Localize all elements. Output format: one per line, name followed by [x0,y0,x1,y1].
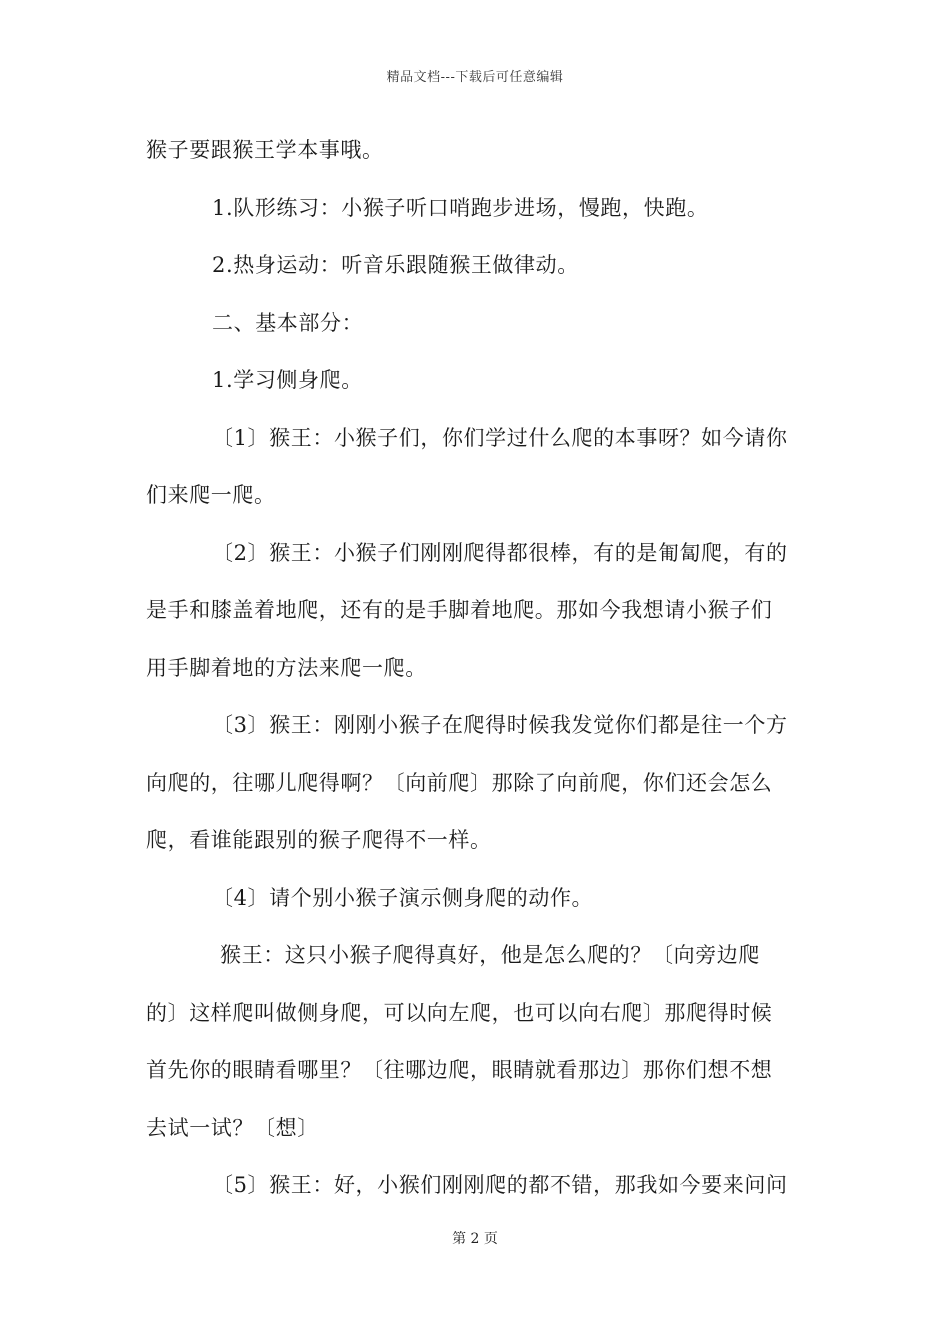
paragraph-line: 的〕这样爬叫做侧身爬，可以向左爬，也可以向右爬〕那爬得时候 [146,1000,773,1025]
paragraph-line: 猴王：这只小猴子爬得真好，他是怎么爬的？〔向旁边爬 [220,943,760,967]
paragraph-line: 用手脚着地的方法来爬一爬。 [146,655,427,680]
paragraph-line: 〔3〕猴王：刚刚小猴子在爬得时候我发觉你们都是往一个方 [212,713,788,737]
paragraph-line: 2.热身运动：听音乐跟随猴王做律动。 [212,253,579,277]
page-header: 精品文档---下载后可任意编辑 [386,70,564,85]
paragraph-line: 是手和膝盖着地爬，还有的是手脚着地爬。那如今我想请小猴子们 [146,598,773,622]
paragraph-line: 1.队形练习：小猴子听口哨跑步进场，慢跑，快跑。 [212,195,709,220]
paragraph-line: 爬，看谁能跟别的猴子爬得不一样。 [146,828,492,852]
paragraph-line: 〔1〕猴王：小猴子们，你们学过什么爬的本事呀？如今请你 [212,425,788,450]
paragraph-line: 〔2〕猴王：小猴子们刚刚爬得都很棒，有的是匍匐爬，有的 [212,540,788,565]
paragraph-line: 猴子要跟猴王学本事哦。 [146,138,384,162]
page-number: 第 2 页 [452,1231,498,1247]
paragraph-line: 们来爬一爬。 [146,483,276,507]
paragraph-line: 向爬的，往哪儿爬得啊？〔向前爬〕那除了向前爬，你们还会怎么 [146,770,773,795]
subsection-heading: 1.学习侧身爬。 [212,368,363,392]
section-heading: 二、基本部分： [212,310,364,335]
paragraph-line: 〔5〕猴王：好，小猴们刚刚爬的都不错，那我如今要来问问 [212,1173,788,1197]
document-body [146,128,808,1221]
paragraph-line: 去试一试？〔想〕 [146,1115,319,1140]
paragraph-line: 〔4〕请个别小猴子演示侧身爬的动作。 [212,885,594,910]
paragraph-line: 首先你的眼睛看哪里？〔往哪边爬，眼睛就看那边〕那你们想不想 [146,1058,773,1082]
